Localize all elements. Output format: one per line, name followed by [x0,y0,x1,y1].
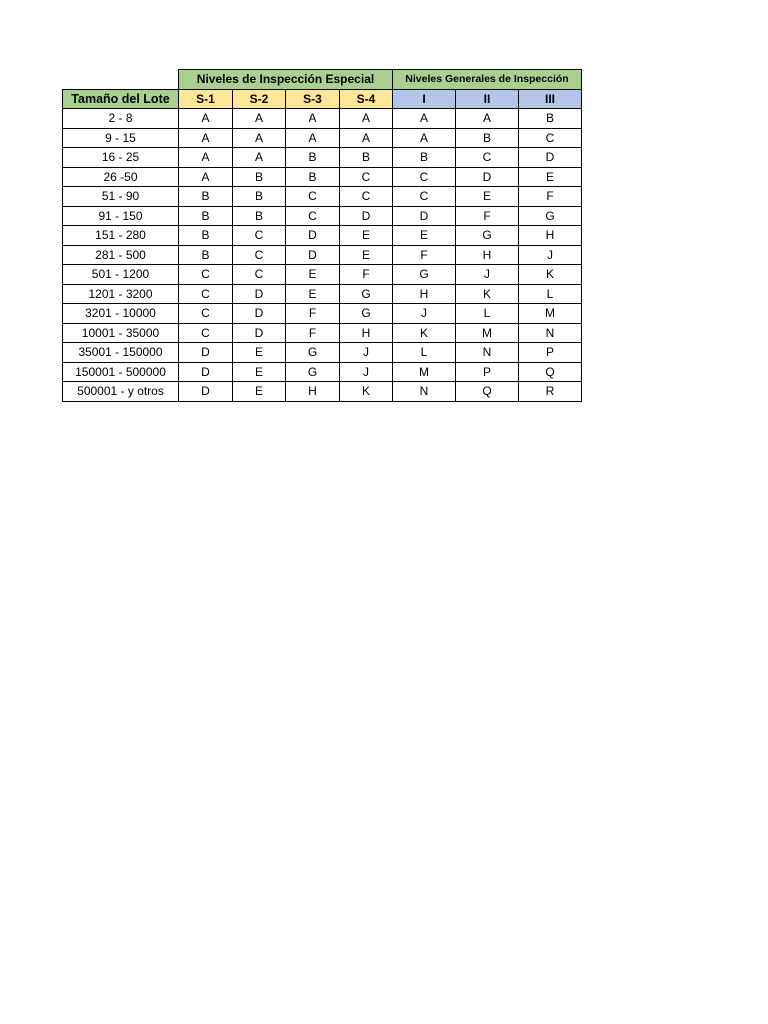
code-letter-cell: B [393,148,456,168]
code-letter-cell: D [233,284,286,304]
code-letter-cell: A [179,109,233,129]
col-header-s3: S-3 [286,89,340,109]
code-letter-cell: D [179,343,233,363]
lot-size-header: Tamaño del Lote [63,89,179,109]
lot-size-cell: 500001 - y otros [63,382,179,402]
code-letter-cell: D [519,148,582,168]
table-row [63,226,582,246]
table-row [63,109,582,129]
code-letter-cell: C [179,265,233,285]
code-letter-cell: A [233,148,286,168]
code-letter-cell: H [456,245,519,265]
col-header-i: I [393,89,456,109]
table-row [63,148,582,168]
code-letter-cell: D [340,206,393,226]
lot-size-cell: 501 - 1200 [63,265,179,285]
code-letter-cell: G [393,265,456,285]
code-letter-cell: C [456,148,519,168]
code-letter-cell: B [233,167,286,187]
code-letter-cell: N [393,382,456,402]
code-letter-cell: E [286,284,340,304]
code-letter-cell: D [456,167,519,187]
code-letter-cell: G [340,304,393,324]
code-letter-cell: F [393,245,456,265]
col-header-s2: S-2 [233,89,286,109]
lot-size-cell: 1201 - 3200 [63,284,179,304]
code-letter-cell: K [519,265,582,285]
code-letter-cell: D [233,323,286,343]
table-row [63,206,582,226]
code-letter-cell: A [286,109,340,129]
code-letter-cell: B [233,187,286,207]
code-letter-cell: F [456,206,519,226]
code-letter-cell: J [340,362,393,382]
lot-size-cell: 51 - 90 [63,187,179,207]
code-letter-cell: F [519,187,582,207]
code-letter-cell: F [286,304,340,324]
code-letter-cell: E [340,245,393,265]
code-letter-cell: G [286,362,340,382]
code-letter-cell: C [519,128,582,148]
code-letter-cell: C [393,187,456,207]
code-letter-cell: K [456,284,519,304]
table-row [63,128,582,148]
code-letter-cell: M [519,304,582,324]
code-letter-cell: G [519,206,582,226]
table-row [63,167,582,187]
code-letter-cell: E [393,226,456,246]
lot-size-cell: 10001 - 35000 [63,323,179,343]
code-letter-cell: D [233,304,286,324]
code-letter-cell: B [179,245,233,265]
code-letter-cell: C [340,167,393,187]
code-letter-cell: C [286,187,340,207]
code-letter-cell: C [233,265,286,285]
code-letter-cell: Q [456,382,519,402]
code-letter-cell: N [519,323,582,343]
code-letter-cell: A [179,148,233,168]
lot-size-cell: 3201 - 10000 [63,304,179,324]
code-letter-cell: H [340,323,393,343]
code-letter-cell: C [233,245,286,265]
code-letter-cell: B [340,148,393,168]
especial-group-header: Niveles de Inspección Especial [179,70,393,90]
code-letter-cell: C [179,323,233,343]
table-row [63,382,582,402]
code-letter-cell: E [233,343,286,363]
code-letter-cell: J [340,343,393,363]
code-letter-cell: J [519,245,582,265]
code-letter-cell: D [286,245,340,265]
code-letter-cell: P [456,362,519,382]
code-letter-cell: A [340,109,393,129]
lot-size-cell: 281 - 500 [63,245,179,265]
code-letter-cell: C [393,167,456,187]
code-letter-cell: L [519,284,582,304]
code-letter-cell: G [340,284,393,304]
code-letter-cell: M [456,323,519,343]
table-row [63,343,582,363]
code-letter-cell: D [179,362,233,382]
code-letter-cell: K [340,382,393,402]
code-letter-cell: E [340,226,393,246]
code-letter-cell: E [286,265,340,285]
code-letter-cell: P [519,343,582,363]
table-row [63,245,582,265]
code-letter-cell: A [179,128,233,148]
code-letter-cell: Q [519,362,582,382]
lot-size-cell: 35001 - 150000 [63,343,179,363]
code-letter-cell: J [393,304,456,324]
code-letter-cell: E [233,362,286,382]
table-row [63,187,582,207]
col-header-iii: III [519,89,582,109]
code-letter-cell: C [179,284,233,304]
code-letter-cell: M [393,362,456,382]
code-letter-cell: L [456,304,519,324]
code-letter-cell: B [179,206,233,226]
group-header-row [63,70,582,90]
code-letter-cell: K [393,323,456,343]
code-letter-cell: E [233,382,286,402]
code-letter-cell: F [286,323,340,343]
code-letter-cell: C [179,304,233,324]
col-header-ii: II [456,89,519,109]
code-letter-cell: E [519,167,582,187]
lot-size-cell: 16 - 25 [63,148,179,168]
code-letter-cell: A [456,109,519,129]
table-row [63,323,582,343]
table-row [63,284,582,304]
code-letter-cell: A [286,128,340,148]
code-letter-cell: B [456,128,519,148]
lot-size-cell: 150001 - 500000 [63,362,179,382]
code-letter-cell: D [286,226,340,246]
code-letter-cell: B [179,226,233,246]
code-letter-cell: H [286,382,340,402]
column-header-row [63,89,582,109]
code-letter-cell: G [286,343,340,363]
code-letter-cell: A [179,167,233,187]
lot-size-cell: 9 - 15 [63,128,179,148]
code-letter-cell: D [393,206,456,226]
lot-size-cell: 2 - 8 [63,109,179,129]
code-letter-cell: H [519,226,582,246]
code-letter-cell: B [286,167,340,187]
code-letter-cell: R [519,382,582,402]
col-header-s4: S-4 [340,89,393,109]
code-letter-cell: H [393,284,456,304]
code-letter-cell: A [393,109,456,129]
code-letter-cell: B [179,187,233,207]
code-letter-cell: J [456,265,519,285]
code-letter-cell: A [340,128,393,148]
code-letter-cell: B [233,206,286,226]
code-letter-cell: A [233,109,286,129]
generales-group-header: Niveles Generales de Inspección [393,70,582,90]
code-letter-cell: C [340,187,393,207]
empty-corner-cell [63,70,179,90]
code-letter-cell: N [456,343,519,363]
code-letter-cell: F [340,265,393,285]
code-letter-cell: G [456,226,519,246]
table-row [63,362,582,382]
code-letter-cell: A [393,128,456,148]
code-letter-cell: C [286,206,340,226]
code-letter-cell: D [179,382,233,402]
lot-size-cell: 151 - 280 [63,226,179,246]
lot-size-cell: 26 -50 [63,167,179,187]
lot-size-cell: 91 - 150 [63,206,179,226]
code-letter-cell: B [286,148,340,168]
code-letter-cell: L [393,343,456,363]
code-letter-cell: A [233,128,286,148]
code-letter-cell: E [456,187,519,207]
code-letter-cell: B [519,109,582,129]
table-row [63,304,582,324]
code-letter-cell: C [233,226,286,246]
inspection-levels-table [62,69,582,402]
table-row [63,265,582,285]
col-header-s1: S-1 [179,89,233,109]
